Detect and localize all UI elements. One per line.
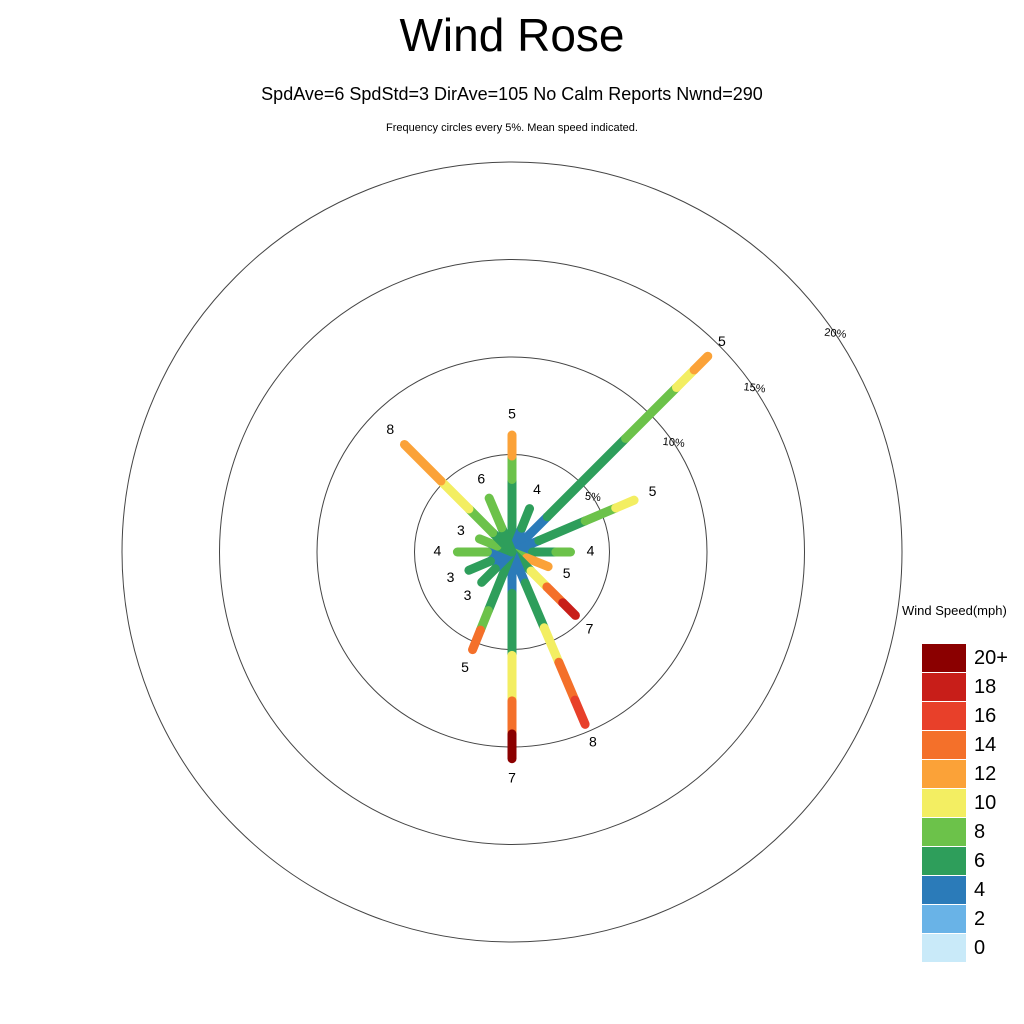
petal-mean-speed-label: 3 <box>463 587 472 604</box>
petal-mean-speed-label: 3 <box>457 522 465 539</box>
wind-petal <box>508 552 516 785</box>
petal-mean-speed-label: 4 <box>533 480 541 497</box>
legend-swatch <box>922 760 966 788</box>
legend-row <box>922 817 1008 846</box>
legend-swatch <box>922 789 966 817</box>
legend-row <box>922 875 1008 904</box>
legend-swatch <box>922 876 966 904</box>
petal-mean-speed-label: 5 <box>648 483 657 500</box>
legend-swatch <box>922 818 966 846</box>
ring-label: 5% <box>584 490 602 505</box>
legend-label: 6 <box>974 849 986 872</box>
petal-segment <box>469 509 493 533</box>
petal-segment <box>559 662 575 700</box>
chart-note: Frequency circles every 5%. Mean speed indicated. <box>386 122 638 134</box>
legend-swatch <box>922 905 966 933</box>
legend-label: 18 <box>974 675 997 698</box>
legend-label: 8 <box>974 820 986 843</box>
ring-label: 15% <box>742 381 767 396</box>
petal-segment <box>575 700 585 724</box>
legend-swatch <box>922 673 966 701</box>
petal-segment <box>694 356 708 370</box>
legend-row <box>922 759 1008 788</box>
legend-label: 10 <box>974 791 997 814</box>
petal-segment <box>441 481 469 509</box>
legend-title: Wind Speed(mph) <box>902 603 1007 618</box>
legend-swatch <box>922 702 966 730</box>
wind-petal <box>508 406 516 552</box>
legend-label: 14 <box>974 733 997 756</box>
petal-segment <box>404 444 441 481</box>
petal-mean-speed-label: 5 <box>508 405 516 422</box>
legend-swatch <box>922 847 966 875</box>
legend-row <box>922 904 1008 933</box>
petal-segment <box>585 508 616 521</box>
petal-mean-speed-label: 4 <box>586 542 595 559</box>
ring-label: 20% <box>823 326 847 341</box>
legend-label: 20+ <box>974 646 1008 669</box>
legend-label: 4 <box>974 878 986 901</box>
petal-segment <box>563 603 576 616</box>
petal-mean-speed-label: 4 <box>433 542 442 559</box>
petal-mean-speed-label: 8 <box>386 421 395 438</box>
legend-row <box>922 933 1008 962</box>
petal-segment <box>544 628 559 662</box>
petal-segment <box>489 498 502 528</box>
petal-segment <box>626 388 677 439</box>
legend-row <box>922 643 1008 672</box>
wind-petal <box>512 552 597 749</box>
page-title: Wind Rose <box>399 9 625 61</box>
petal-segment <box>525 583 544 628</box>
wind-petal <box>512 552 594 636</box>
legend-label: 16 <box>974 704 997 727</box>
legend-label: 12 <box>974 762 997 785</box>
legend-row <box>922 701 1008 730</box>
legend-row <box>922 788 1008 817</box>
wind-petal <box>386 421 512 552</box>
wind-petal <box>512 333 726 552</box>
legend-label: 0 <box>974 936 986 959</box>
legend-label: 2 <box>974 907 986 930</box>
petal-segment <box>469 561 491 570</box>
legend-swatch <box>922 934 966 962</box>
legend-row <box>922 672 1008 701</box>
petal-mean-speed-label: 7 <box>508 769 516 786</box>
legend-swatch <box>922 644 966 672</box>
petal-mean-speed-label: 5 <box>562 564 571 581</box>
petal-mean-speed-label: 5 <box>461 658 469 675</box>
petal-segment <box>482 569 496 583</box>
chart-subtitle: SpdAve=6 SpdStd=3 DirAve=105 No Calm Reports Nwnd=290 <box>261 84 763 104</box>
petal-mean-speed-label: 5 <box>718 332 726 349</box>
petal-mean-speed-label: 7 <box>585 620 594 637</box>
petal-mean-speed-label: 8 <box>589 733 597 750</box>
petal-segment <box>522 509 530 529</box>
petal-mean-speed-label: 3 <box>446 568 455 585</box>
legend-row <box>922 730 1008 759</box>
petal-mean-speed-label: 6 <box>477 470 486 487</box>
legend-row <box>922 846 1008 875</box>
wind-speed-legend <box>922 643 1008 962</box>
ring-label: 10% <box>662 435 686 450</box>
legend-swatch <box>922 731 966 759</box>
petal-segment <box>473 630 481 650</box>
petal-segment <box>616 500 634 508</box>
